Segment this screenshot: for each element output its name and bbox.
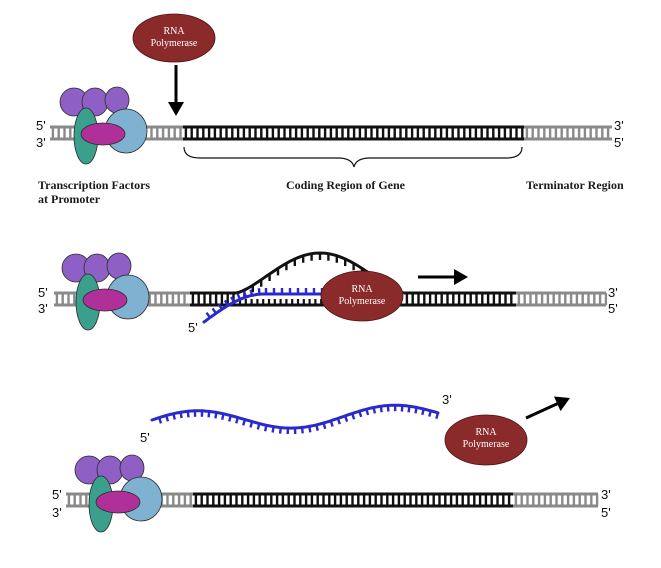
- label-transcription-factors: Transcription Factors at Promoter: [38, 178, 151, 206]
- p3-five-prime-left: 5': [52, 487, 62, 502]
- label-terminator-region: Terminator Region: [526, 178, 624, 192]
- p1-three-prime-right: 3': [614, 118, 624, 133]
- p1-three-prime-left: 3': [36, 135, 46, 150]
- p1-tf-magenta: [81, 123, 125, 145]
- p2-tf-magenta: [83, 289, 127, 311]
- p3-five-prime-right: 5': [601, 505, 611, 520]
- p3-rna-polymerase-label: RNA Polymerase: [462, 427, 510, 450]
- p2-terminator-dna-base-pairs: [519, 293, 606, 305]
- p1-terminator-dna-base-pairs: [527, 127, 608, 139]
- p1-five-prime-left: 5': [36, 118, 46, 133]
- p1-arrow-down-icon: [168, 65, 184, 116]
- p2-rna-five-prime: 5': [188, 320, 198, 335]
- p1-brace-path: [184, 147, 522, 167]
- p2-coding-dna-right-base-pairs: [407, 293, 511, 305]
- p3-terminator-dna-base-pairs: [516, 494, 597, 506]
- p2-three-prime-left: 3': [38, 301, 48, 316]
- p1-rna-polymerase-label: RNA Polymerase: [150, 26, 198, 49]
- p1-arrow-down-icon-head: [168, 102, 184, 116]
- p3-arrow-up-right-icon-shaft: [526, 404, 557, 418]
- p1-coding-dna-base-pairs: [186, 127, 522, 139]
- p3-arrow-up-right-icon: [526, 397, 570, 418]
- p3-tf-magenta: [96, 491, 140, 513]
- p1-coding-region-brace: [184, 147, 522, 167]
- p2-five-prime-left: 5': [38, 285, 48, 300]
- p2-arrow-right-icon: [418, 269, 468, 285]
- p2-rna-polymerase-label: RNA Polymerase: [338, 284, 386, 307]
- label-coding-region: Coding Region of Gene: [286, 178, 406, 192]
- p3-rna-five-prime: 5': [140, 430, 150, 445]
- p3-rna-three-prime: 3': [442, 392, 452, 407]
- p3-three-prime-left: 3': [52, 505, 62, 520]
- p1-five-prime-right: 5': [614, 135, 624, 150]
- p3-three-prime-right: 3': [601, 487, 611, 502]
- p2-three-prime-right: 3': [608, 285, 618, 300]
- p3-released-rna: [152, 405, 438, 434]
- p2-arrow-right-icon-head: [454, 269, 468, 285]
- p3-coding-dna-base-pairs: [196, 494, 509, 506]
- p2-five-prime-right: 5': [608, 301, 618, 316]
